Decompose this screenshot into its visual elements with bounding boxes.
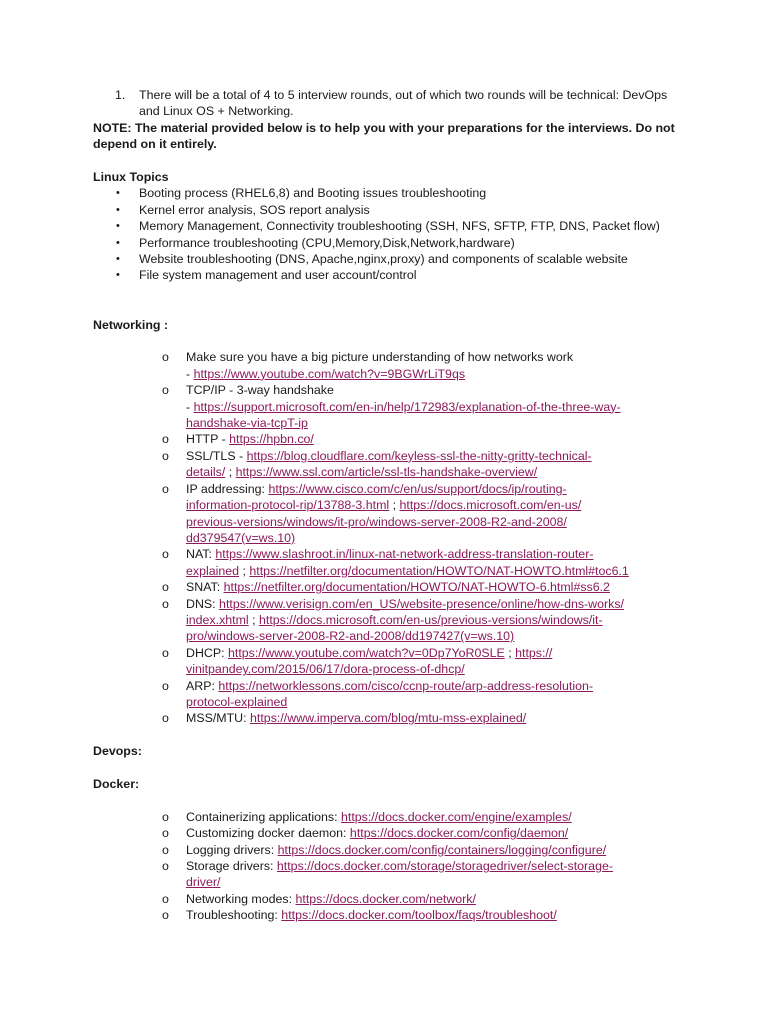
list-item: o Customizing docker daemon: https://docs.docker.com/config/daemon/: [162, 826, 569, 841]
link[interactable]: https://docs.docker.com/engine/examples/: [340, 809, 572, 824]
circle-bullet-icon: o: [162, 711, 169, 726]
link[interactable]: https://blog.cloudflare.com/keyless-ssl-the-nitty-gritty-technical- details/: [186, 448, 592, 480]
circle-bullet-icon: o: [162, 891, 169, 906]
circle-bullet-icon: o: [162, 580, 169, 595]
list-item: • Kernel error analysis, SOS report analysis: [116, 202, 370, 217]
circle-bullet-icon: o: [162, 383, 169, 398]
list-item: • Booting process (RHEL6,8) and Booting issues troubleshooting: [116, 186, 487, 201]
linux-topics-list: [93, 185, 683, 283]
list-item: o DNS: https://www.verisign.com/en_US/website-presence/online/how-dns-works/ index.xhtml ; https://docs.microsoft.com/en-us/previous-versions/windows/it- pro/windows-server-2008-R2-and-2008/dd197427(v=ws.10): [162, 596, 624, 644]
circle-bullet-icon: o: [162, 596, 169, 611]
list-item: o TCP/IP - 3-way handshake - https://support.microsoft.com/en-in/help/172983/explanation-of-the-three-way-handshake-via-tcpT-ip: [162, 383, 621, 431]
link[interactable]: https://netfilter.org/documentation/HOWTO/NAT-HOWTO-6.html#ss6.2: [223, 580, 610, 595]
link[interactable]: https://docs.microsoft.com/en-us/ previous-versions/windows/it-pro/windows-server-2008-R2-and-2008/ dd379547(v=ws.10): [186, 498, 582, 545]
devops-heading: Devops:: [93, 744, 142, 759]
list-item: • Performance troubleshooting (CPU,Memory,Disk,Network,hardware): [116, 235, 515, 250]
list-item: o HTTP - https://hpbn.co/: [162, 432, 314, 447]
networking-heading: Networking :: [93, 317, 169, 332]
intro-list-item: [93, 87, 683, 120]
intro-text: There will be a total of 4 to 5 interview rounds, out of which two rounds will be technical: DevOps and Linux OS + Networking.: [139, 88, 668, 119]
circle-bullet-icon: o: [162, 481, 169, 496]
link[interactable]: https:// vinitpandey.com/2015/06/17/dora-process-of-dhcp/: [186, 645, 553, 677]
bullet-icon: •: [116, 236, 120, 249]
link[interactable]: https://netfilter.org/documentation/HOWTO/NAT-HOWTO.html#toc6.1: [249, 563, 629, 578]
link[interactable]: https://www.imperva.com/blog/mtu-mss-explained/: [250, 711, 527, 726]
circle-bullet-icon: o: [162, 547, 169, 562]
list-item: o DHCP: https://www.youtube.com/watch?v=0Dp7YoR0SLE ; https:// vinitpandey.com/2015/06/17/dora-process-of-dhcp/: [162, 645, 553, 677]
circle-bullet-icon: o: [162, 826, 169, 841]
circle-bullet-icon: o: [162, 645, 169, 660]
link[interactable]: https://networklessons.com/cisco/ccnp-route/arp-address-resolution- protocol-explained: [186, 678, 594, 709]
list-item: o SNAT: https://netfilter.org/documentation/HOWTO/NAT-HOWTO-6.html#ss6.2: [162, 580, 610, 595]
list-item: o NAT: https://www.slashroot.in/linux-nat-network-address-translation-router- explained ; https://netfilter.org/documentation/HOWTO/NAT-HOWTO.html#toc6.1: [162, 547, 629, 578]
list-item: o ARP: https://networklessons.com/cisco/ccnp-route/arp-address-resolution- protocol-explained: [162, 678, 594, 709]
list-item: • File system management and user account/control: [116, 268, 417, 283]
circle-bullet-icon: o: [162, 809, 169, 824]
list-item: o Logging drivers: https://docs.docker.com/config/containers/logging/configure/: [162, 842, 607, 857]
bullet-icon: •: [116, 203, 120, 216]
bullet-icon: •: [116, 187, 120, 200]
bullet-icon: •: [116, 269, 120, 282]
link[interactable]: https://hpbn.co/: [229, 432, 314, 447]
list-item: • Website troubleshooting (DNS, Apache,nginx,proxy) and components of scalable website: [116, 252, 628, 267]
list-item: o Containerizing applications: https://docs.docker.com/engine/examples/: [162, 809, 572, 824]
bullet-icon: •: [116, 220, 120, 233]
circle-bullet-icon: o: [162, 842, 169, 857]
linux-topics-heading: Linux Topics: [93, 170, 169, 185]
link[interactable]: https://docs.docker.com/config/daemon/: [349, 826, 569, 841]
link[interactable]: https://www.youtube.com/watch?v=0Dp7YoR0SLE: [228, 645, 505, 660]
list-item: o SSL/TLS - https://blog.cloudflare.com/keyless-ssl-the-nitty-gritty-technical- details/ ; https://www.ssl.com/article/ssl-tls-handshake-overview/: [162, 448, 592, 480]
link[interactable]: https://www.verisign.com/en_US/website-presence/online/how-dns-works/ index.xhtml: [186, 596, 624, 627]
link[interactable]: https://docs.docker.com/config/containers/logging/configure/: [277, 842, 607, 857]
link[interactable]: https://www.cisco.com/c/en/us/support/docs/ip/routing- information-protocol-rip/13788-3.html: [186, 481, 567, 513]
docker-heading: Docker:: [93, 776, 140, 791]
link[interactable]: https://docs.microsoft.com/en-us/previous-versions/windows/it- pro/windows-server-2008-R2-and-2008/dd197427(v=ws.10): [186, 612, 603, 644]
list-item: o IP addressing: https://www.cisco.com/c/en/us/support/docs/ip/routing- information-protocol-rip/13788-3.html ; https://docs.microsoft.com/en-us/ previous-versions/windows/it-pro/windows-server-2008-R2-and-2008/ dd379547(v=ws.10): [162, 481, 582, 545]
link[interactable]: https://docs.docker.com/toolbox/faqs/troubleshoot/: [281, 908, 557, 923]
bullet-icon: •: [116, 253, 120, 266]
document-page: [93, 87, 683, 924]
docker-list: [93, 809, 683, 924]
link[interactable]: https://www.youtube.com/watch?v=9BGWrLiT9qs: [193, 366, 466, 381]
circle-bullet-icon: o: [162, 448, 169, 463]
link[interactable]: https://www.ssl.com/article/ssl-tls-handshake-overview/: [235, 465, 538, 480]
list-item: o Make sure you have a big picture understanding of how networks work - https://www.youtube.com/watch?v=9BGWrLiT9qs: [162, 350, 574, 381]
link[interactable]: https://support.microsoft.com/en-in/help/172983/explanation-of-the-three-way-handshake-via-tcpT-ip: [186, 399, 621, 431]
list-number: 1.: [115, 88, 126, 102]
list-item: o Networking modes: https://docs.docker.com/network/: [162, 891, 476, 906]
note-text: NOTE: The material provided below is to help you with your preparations for the interviews. Do not depend on it entirely.: [93, 120, 675, 152]
link[interactable]: https://www.slashroot.in/linux-nat-network-address-translation-router- explained: [186, 547, 594, 578]
list-item: o Troubleshooting: https://docs.docker.com/toolbox/faqs/troubleshoot/: [162, 908, 557, 923]
list-item: o MSS/MTU: https://www.imperva.com/blog/mtu-mss-explained/: [162, 711, 527, 726]
circle-bullet-icon: o: [162, 678, 169, 693]
list-item: o Storage drivers: https://docs.docker.com/storage/storagedriver/select-storage- driver/: [162, 858, 613, 890]
circle-bullet-icon: o: [162, 432, 169, 447]
list-item: • Memory Management, Connectivity troubleshooting (SSH, NFS, SFTP, FTP, DNS, Packet flow): [116, 219, 660, 234]
circle-bullet-icon: o: [162, 908, 169, 923]
circle-bullet-icon: o: [162, 858, 169, 873]
link[interactable]: https://docs.docker.com/storage/storagedriver/select-storage- driver/: [186, 858, 613, 890]
circle-bullet-icon: o: [162, 350, 169, 365]
link[interactable]: https://docs.docker.com/network/: [295, 891, 476, 906]
networking-list: [93, 349, 683, 726]
